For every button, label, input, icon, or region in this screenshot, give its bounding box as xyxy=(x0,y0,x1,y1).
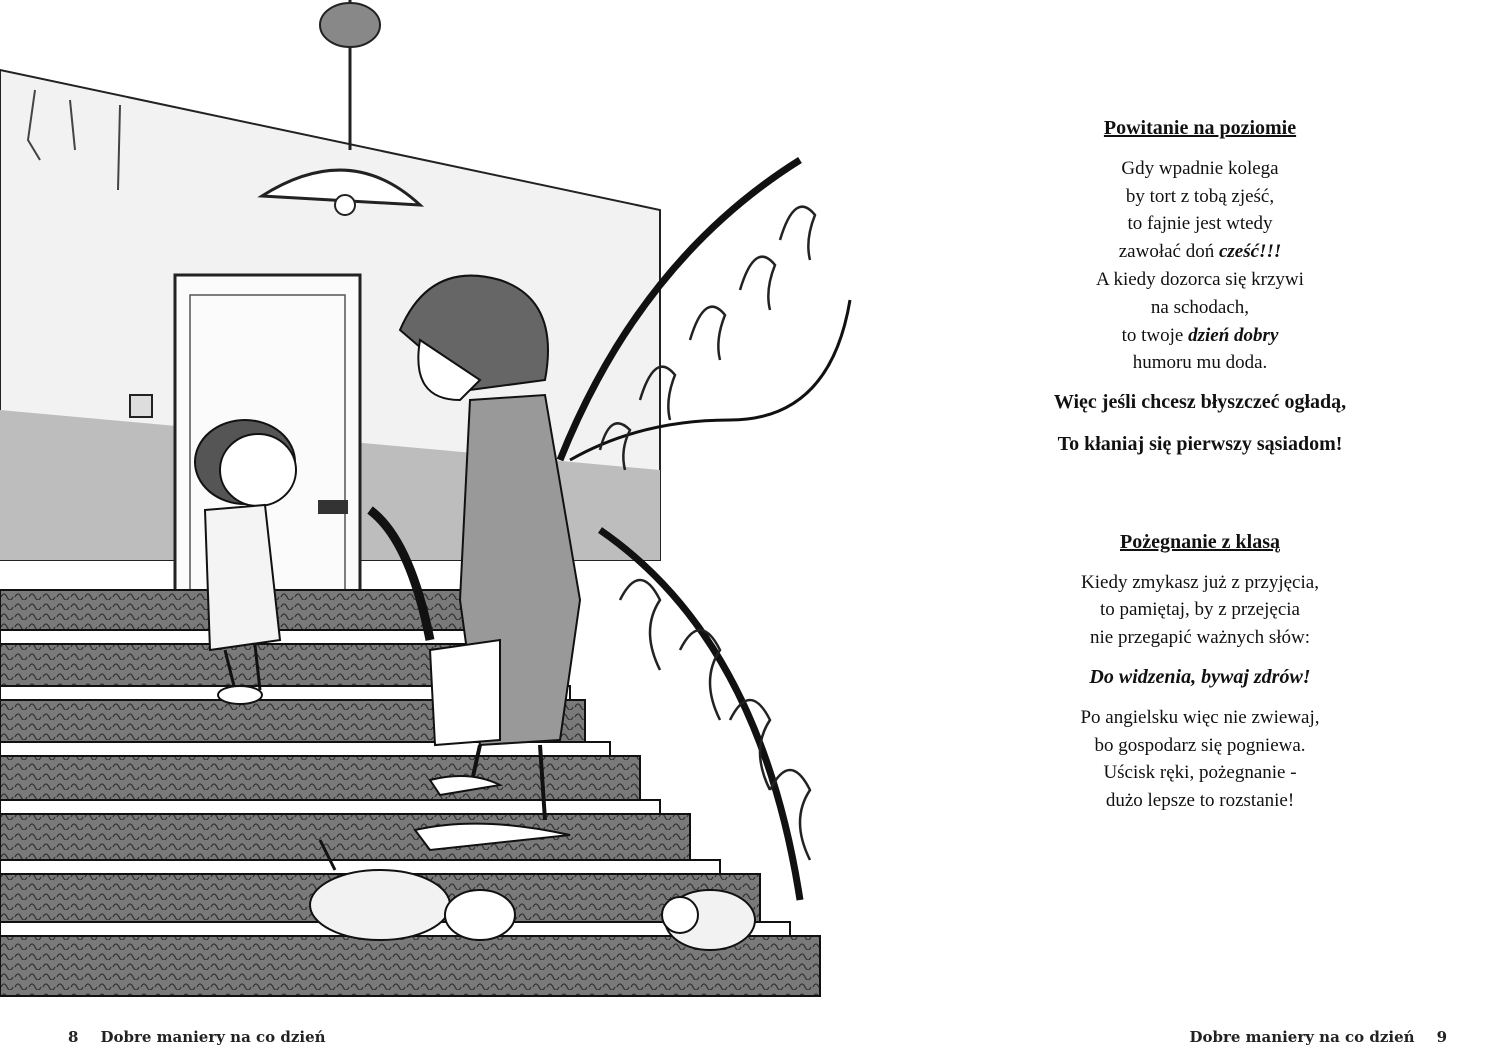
poem-line: humoru mu doda. xyxy=(1132,352,1268,374)
poem-line: na schodach, xyxy=(1150,296,1250,318)
poem-line: Gdy wpadnie kolega xyxy=(1121,157,1279,179)
poem-moral-1: Więc jeśli chcesz błyszczeć ogładą, xyxy=(1053,391,1347,414)
poem-line: Uścisk ręki, pożegnanie - xyxy=(1103,762,1297,784)
footer-left xyxy=(46,1028,326,1046)
poem-line: bo gospodarz się pogniewa. xyxy=(1094,734,1306,756)
poem-line: by tort z tobą zjeść, xyxy=(1125,185,1275,207)
poem-line: to pamiętaj, by z przejęcia xyxy=(1100,599,1300,621)
poem-title-farewell: Pożegnanie z klasą xyxy=(1120,530,1280,553)
poem-line: A kiedy dozorca się krzywi xyxy=(1096,268,1304,290)
poem-line: Po angielsku więc nie zwiewaj, xyxy=(1080,706,1320,728)
footer-right xyxy=(1189,1028,1469,1046)
emphasis-czesc: cześć!!! xyxy=(1218,241,1282,263)
page-number-left: 8 xyxy=(68,1028,79,1046)
poem-line: to fajnie jest wtedy xyxy=(1127,213,1273,235)
page-number-right: 9 xyxy=(1436,1028,1447,1046)
poem-line: Kiedy zmykasz już z przyjęcia, xyxy=(1081,571,1319,593)
poem-moral-2: To kłaniaj się pierwszy sąsiadom! xyxy=(1057,432,1343,455)
section-gap xyxy=(940,459,1460,529)
poem-farewell-phrase: Do widzenia, bywaj zdrów! xyxy=(1089,665,1311,688)
poem-title-greeting: Powitanie na poziomie xyxy=(1103,117,1297,139)
poem-line xyxy=(940,238,1460,266)
running-title-left: Dobre maniery na co dzień xyxy=(100,1028,326,1046)
poem-line: nie przegapić ważnych słów: xyxy=(1090,627,1310,649)
poem-line xyxy=(940,322,1460,350)
poem-line: dużo lepsze to rozstanie! xyxy=(1105,790,1295,812)
running-title-right: Dobre maniery na co dzień xyxy=(1189,1028,1415,1046)
poem-text xyxy=(940,115,1460,815)
poem-line-text: to twoje xyxy=(1121,324,1189,346)
poem-line-text: zawołać doń xyxy=(1118,241,1219,263)
emphasis-dzien-dobry: dzień dobry xyxy=(1188,324,1279,346)
